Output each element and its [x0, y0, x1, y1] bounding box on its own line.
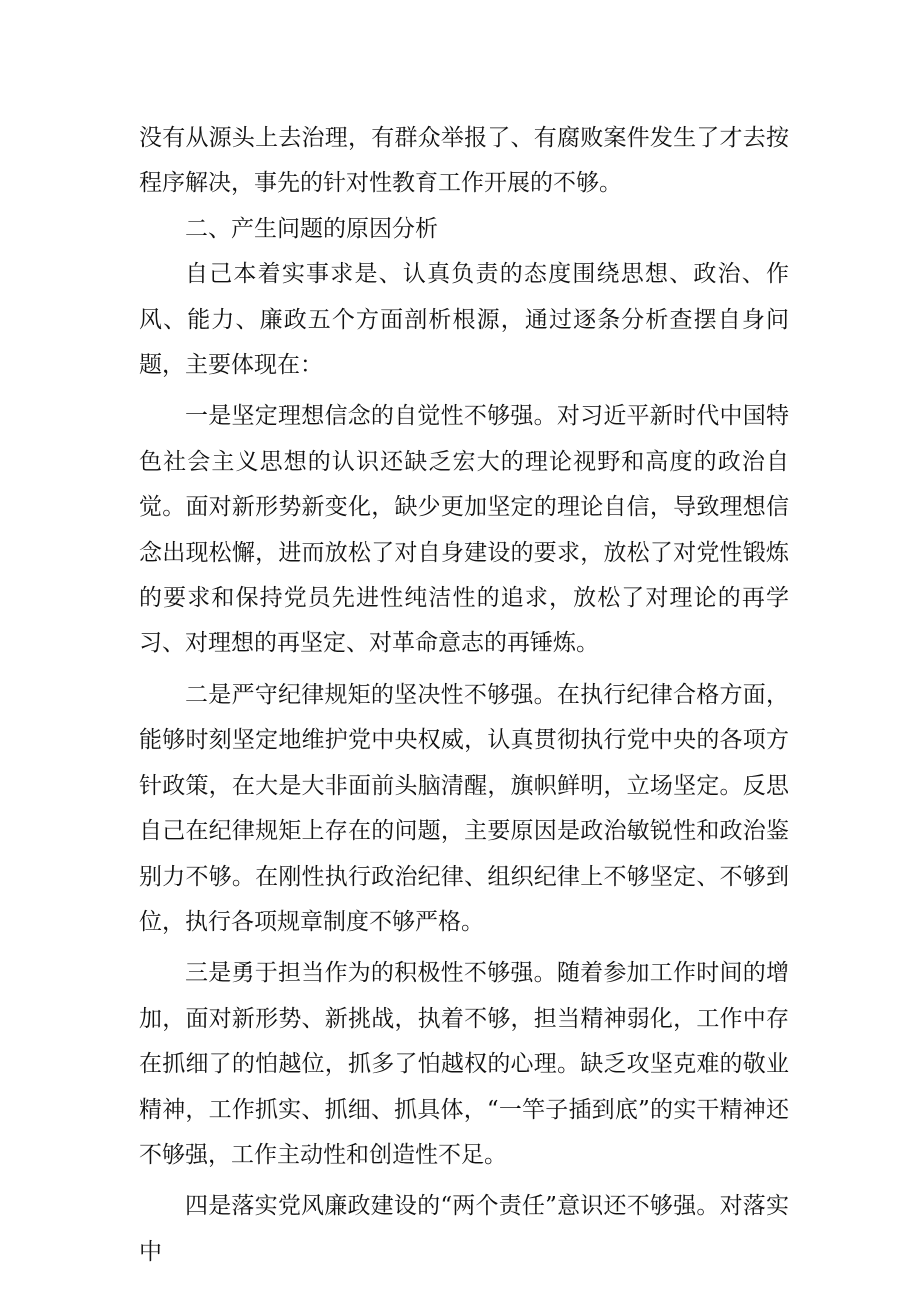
paragraph-point-4: 四是落实党风廉政建设的“两个责任”意识还不够强。对落实中 [139, 1193, 789, 1265]
document-body [139, 116, 789, 1275]
paragraph-intro: 自己本着实事求是、认真负责的态度围绕思想、政治、作风、能力、廉政五个方面剖析根源，通过逐条分析查摆自身问题，主要体现在： [139, 261, 789, 379]
paragraph-point-1: 一是坚定理想信念的自觉性不够强。对习近平新时代中国特色社会主义思想的认识还缺乏宏大的理论视野和高度的政治自觉。面对新形势新变化，缺少更加坚定的理论自信，导致理想信念出现松懈，进而放松了对自身建设的要求，放松了对党性锻炼的要求和保持党员先进性纯洁性的追求，放松了对理论的再学习、对理想的再坚定、对革命意志的再锤炼。 [139, 403, 789, 657]
section-heading: 二、产生问题的原因分析 [185, 215, 438, 242]
paragraph-point-2: 二是严守纪律规矩的坚决性不够强。在执行纪律合格方面，能够时刻坚定地维护党中央权威，认真贯彻执行党中央的各项方针政策，在大是大非面前头脑清醒，旗帜鲜明，立场坚定。反思自己在纪律规矩上存在的问题，主要原因是政治敏锐性和政治鉴别力不够。在刚性执行政治纪律、组织纪律上不够坚定、不够到位，执行各项规章制度不够严格。 [139, 681, 789, 935]
paragraph-point-3: 三是勇于担当作为的积极性不够强。随着参加工作时间的增加，面对新形势、新挑战，执着不够，担当精神弱化，工作中存在抓细了的怕越位，抓多了怕越权的心理。缺乏攻坚克难的敬业精神，工作抓实、抓细、抓具体，“一竿子插到底”的实干精神还不够强，工作主动性和创造性不足。 [139, 960, 789, 1168]
paragraph-continuation: 没有从源头上去治理，有群众举报了、有腐败案件发生了才去按程序解决，事先的针对性教育工作开展的不够。 [139, 125, 789, 197]
